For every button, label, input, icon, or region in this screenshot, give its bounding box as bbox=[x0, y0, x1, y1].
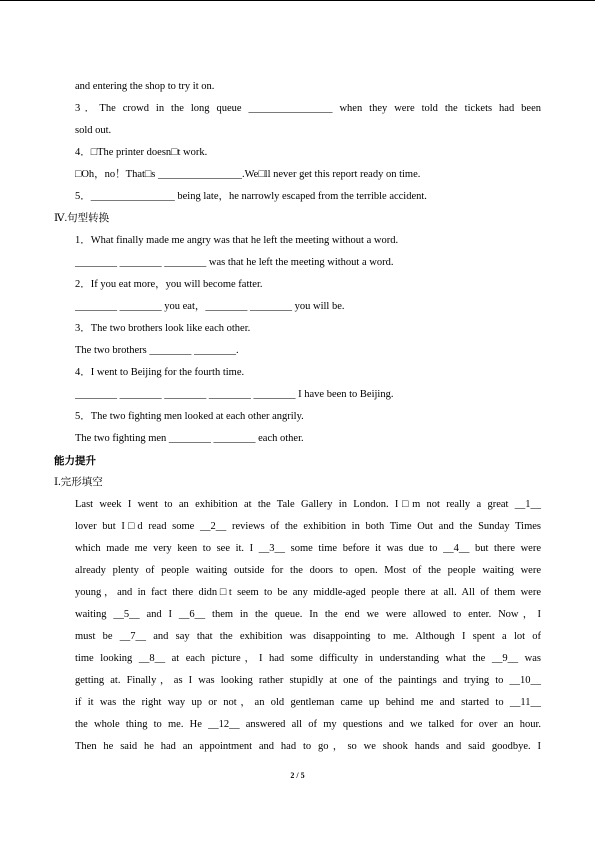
passage-line: must be __7__ and say that the exhibition was disappointing to me. Although I spent a lot of bbox=[75, 631, 541, 642]
question-line: 3．The two brothers look like each other. bbox=[75, 323, 251, 334]
question-line: 1．What finally made me angry was that he left the meeting without a word. bbox=[75, 235, 399, 246]
passage-line: the whole thing to me. He __12__ answered all of my questions and we talked for over an hour. bbox=[75, 719, 541, 730]
question-line: 2．If you eat more，you will become fatter. bbox=[75, 279, 263, 290]
text-line: □Oh，no！That□s ________________.We□ll never get this report ready on time. bbox=[75, 169, 421, 180]
answer-line: The two fighting men ________ ________ each other. bbox=[75, 433, 304, 444]
question-3-line: 3．The crowd in the long queue ________________ when they were told the tickets had been bbox=[75, 103, 541, 114]
passage-line: time looking __8__ at each picture，I had some difficulty in understanding what the __9__ was bbox=[75, 653, 541, 664]
question-5-line: 5．________________ being late，he narrowly escaped from the terrible accident. bbox=[75, 191, 427, 202]
passage-line: already plenty of people waiting outside for the doors to open. Most of the people waiting were bbox=[75, 565, 541, 576]
section-heading-i: Ⅰ.完形填空 bbox=[54, 477, 103, 488]
passage-line: lover but I□d read some __2__ reviews of the exhibition in both Time Out and the Sunday Times bbox=[75, 521, 541, 532]
passage-line: Last week I went to an exhibition at the Tale Gallery in London. I□m not really a great __1__ bbox=[75, 499, 541, 510]
question-4-line: 4．□The printer doesn□t work. bbox=[75, 147, 208, 158]
answer-line: ________ ________ you eat，________ ________ you will be. bbox=[75, 301, 345, 312]
passage-line: which made me very keen to see it. I __3__ some time before it was due to __4__ but there were bbox=[75, 543, 541, 554]
passage-line: Then he said he had an appointment and had to go，so we shook hands and said goodbye. I bbox=[75, 741, 541, 752]
text-line: sold out. bbox=[75, 125, 112, 136]
page-top-border bbox=[0, 0, 595, 1]
passage-line: if it was the right way up or not，an old gentleman came up behind me and started to __11__ bbox=[75, 697, 541, 708]
section-heading-iv: Ⅳ.句型转换 bbox=[54, 213, 110, 224]
answer-line: The two brothers ________ ________. bbox=[75, 345, 239, 356]
question-line: 5．The two fighting men looked at each other angrily. bbox=[75, 411, 304, 422]
answer-line: ________ ________ ________ was that he left the meeting without a word. bbox=[75, 257, 394, 268]
answer-line: ________ ________ ________ ________ ________ I have been to Beijing. bbox=[75, 389, 394, 400]
text-line: and entering the shop to try it on. bbox=[75, 81, 215, 92]
question-line: 4．I went to Beijing for the fourth time. bbox=[75, 367, 245, 378]
passage-line: getting at. Finally，as I was looking rather stupidly at one of the paintings and trying to __10__ bbox=[75, 675, 541, 686]
section-heading-bold: 能力提升 bbox=[54, 455, 96, 467]
passage-line: waiting __5__ and I __6__ them in the queue. In the end we were allowed to enter. Now，I bbox=[75, 609, 541, 620]
passage-line: young，and in fact there didn□t seem to be any middle-aged people there at all. All of them were bbox=[75, 587, 541, 598]
page-number: 2 / 5 bbox=[290, 771, 305, 780]
